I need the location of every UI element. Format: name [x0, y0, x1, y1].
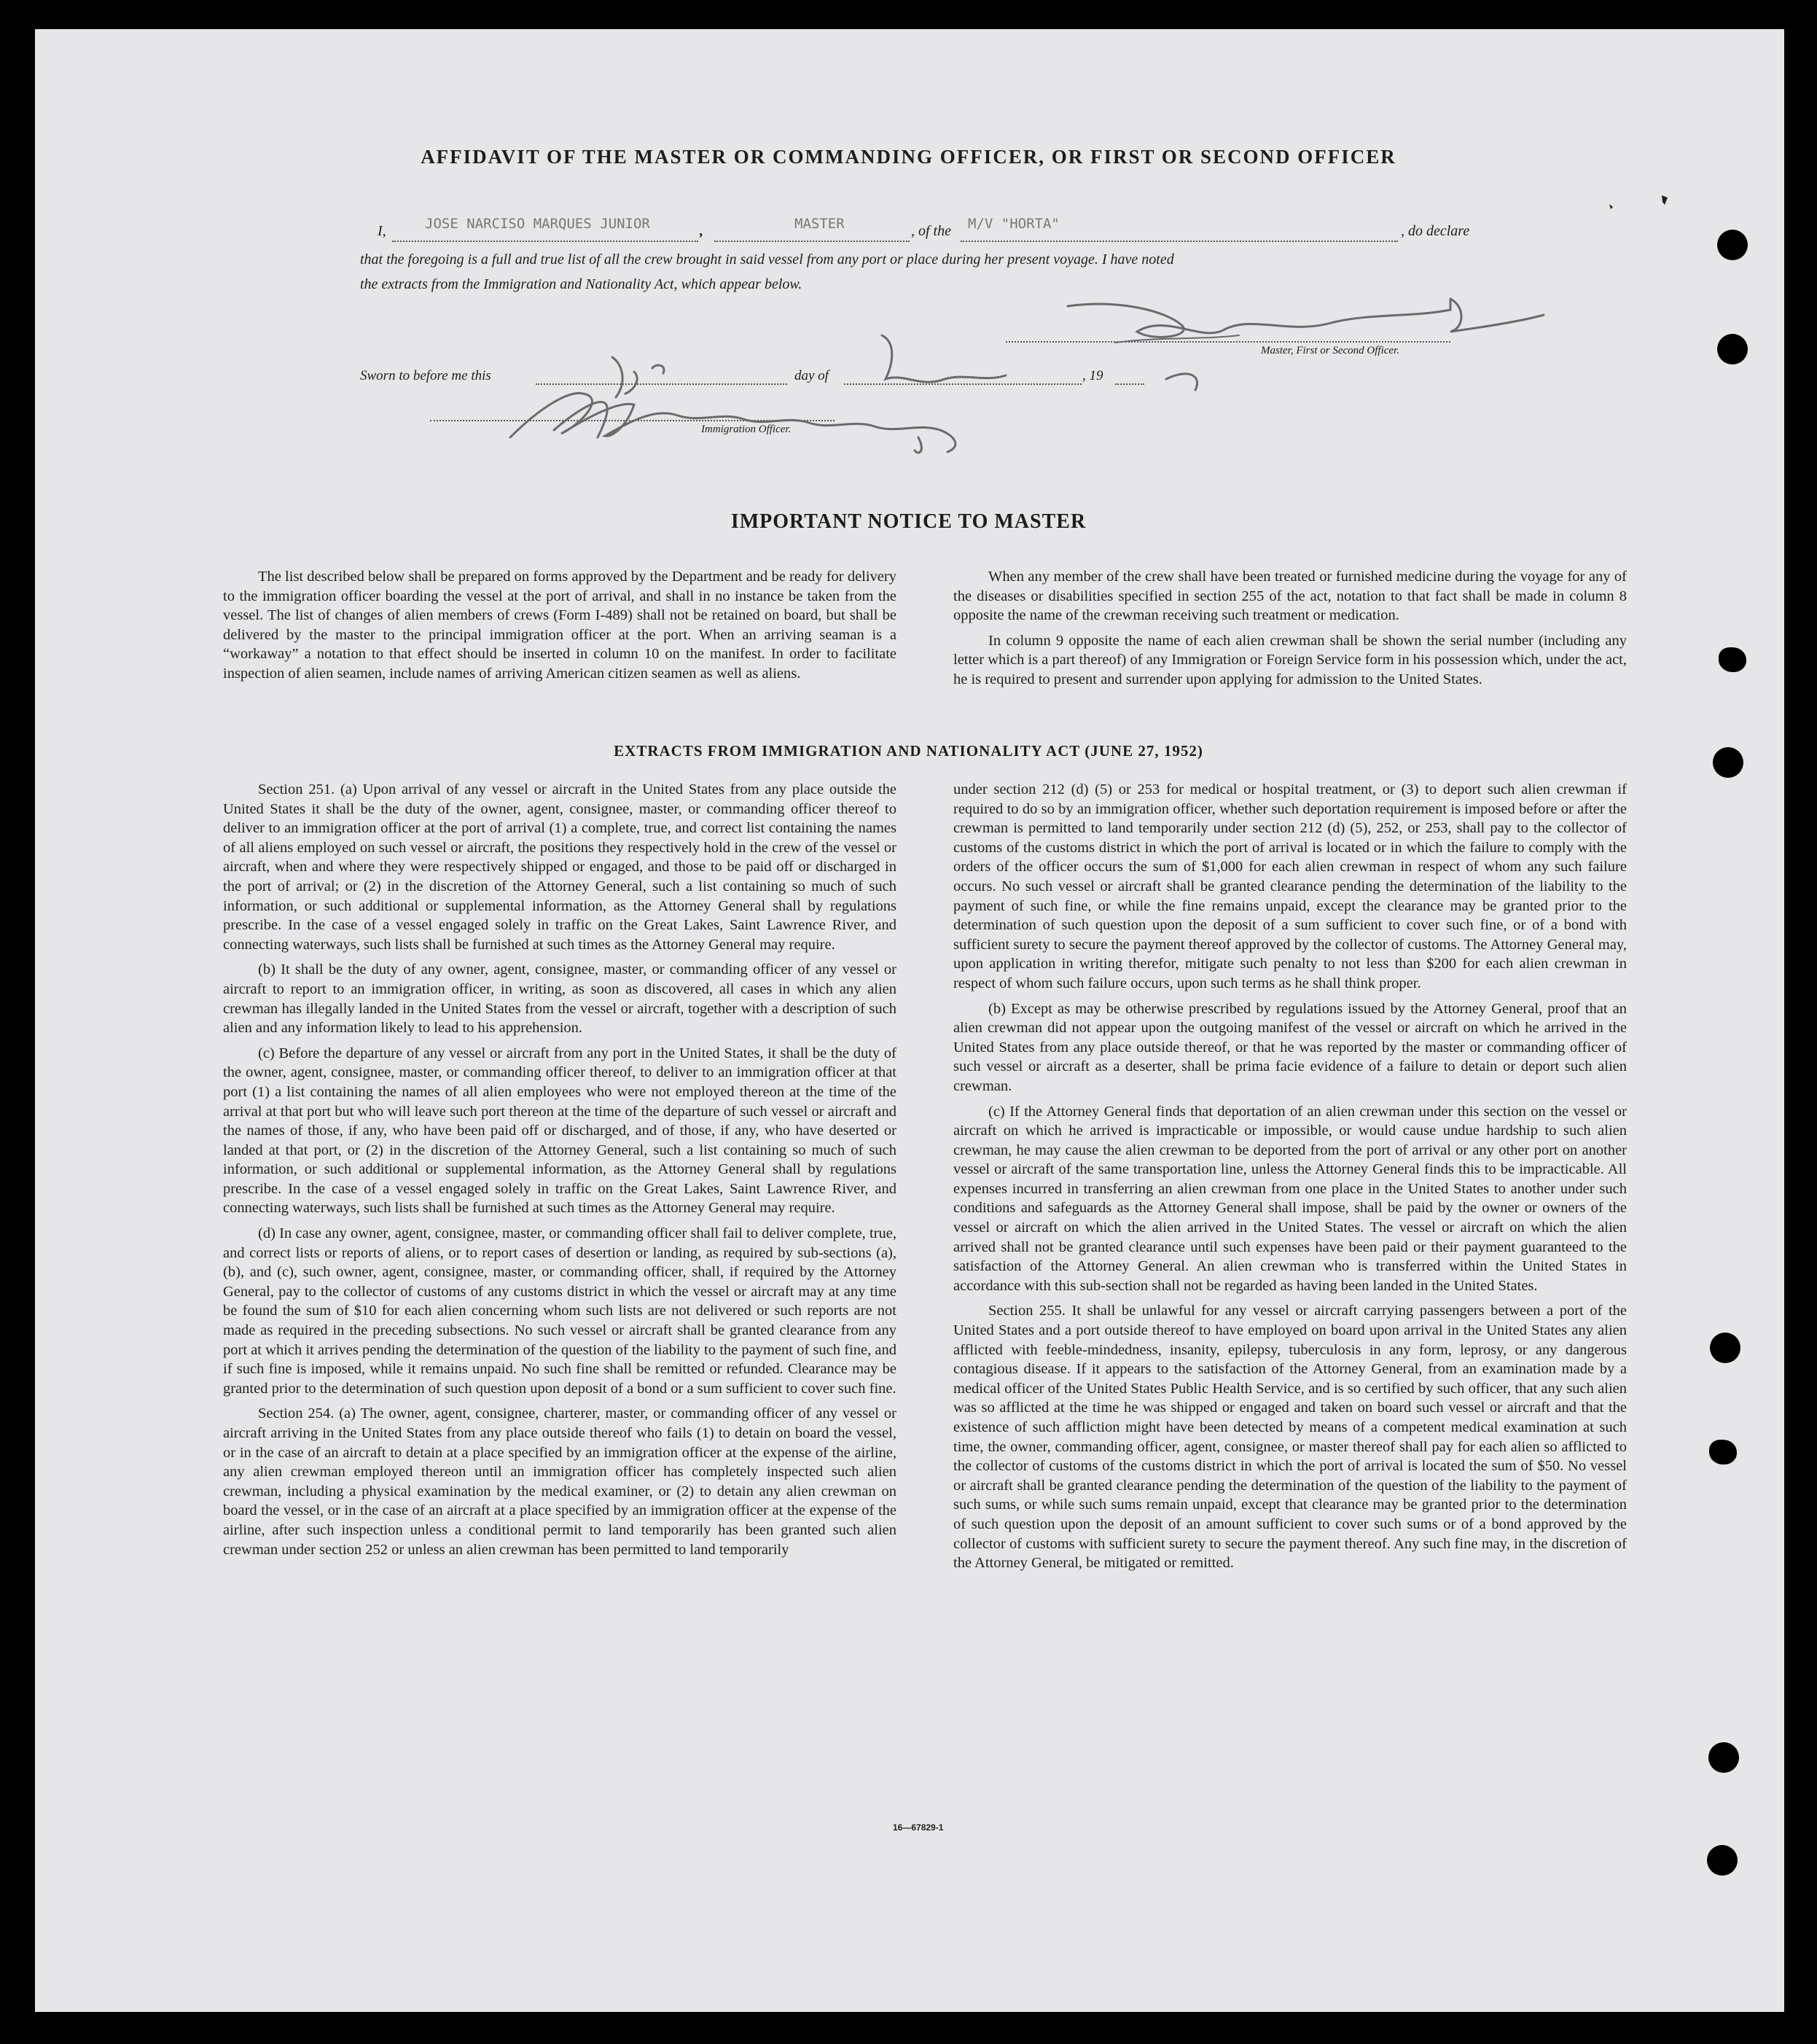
notice-paragraph: When any member of the crew shall have been treated or furnished medicine during the voyage for any of the diseases or disabilities specified in section 255 of the act, notation to that fact shall be made in column 8 opposite the name of the crewman receiving such treatment or medication. — [953, 569, 1627, 624]
notice-title: IMPORTANT NOTICE TO MASTER — [730, 510, 1087, 533]
form-number: 16—67829-1 — [893, 1822, 944, 1833]
section-paragraph: (b) It shall be the duty of any owner, agent, consignee, master, or commanding officer of any vessel or aircraft to report to an immigration officer, in writing, as soon as discovered, all cases in which any alien crewman has illegally landed in the United States from the vessel or aircraft, together with a description of such alien and any information likely to lead to his apprehension. — [223, 961, 896, 1037]
of-the-label: , of the — [911, 223, 951, 239]
section-paragraph: (c) If the Attorney General finds that deportation of an alien crewman under this section on the vessel or aircraft on which he arrived is impracticable or impossible, or would cause undue hardship to such alien crewman, he may cause the alien crewman to be deported from the port of arrival or any other port on another vessel or aircraft of the same transportation line, unless the Attorney General finds this to be impracticable. All expenses incurred in transferring an alien crewman from one place in the United States to another under such conditions and safeguards as the Attorney General shall impose, shall be paid by the owner or owners of the vessel or aircraft on which the alien arrived in the United States. The vessel or aircraft on which the alien arrived shall not be granted clearance until such expenses have been paid or their payment guaranteed to the satisfaction of the Attorney General. An alien crewman who is transferred within the United States in accordance with this sub-section shall not be regarded as having been landed in the United States. — [953, 1103, 1627, 1294]
notice-paragraph: In column 9 opposite the name of each alien crewman shall be shown the serial number (including any letter which is a part thereof) of any Immigration or Foreign Service form in his possession which, under the act, he is required to present and surrender upon applying for admission to the United States. — [953, 632, 1627, 687]
i-label: I, — [378, 223, 386, 239]
section-paragraph: (c) Before the departure of any vessel or aircraft from any port in the United States, it shall be the duty of the owner, agent, consignee, master, or commanding officer thereof, to deliver to an immigration officer at that port (1) a list containing the names of all alien employees who were not employed thereon at the time of the arrival at that port but who will leave such port thereon at the time of the departure of such vessel or aircraft and the names of those, if any, who have been paid off or discharged, and of those, if any, who have deserted or landed at that port, or (2) in the discretion of the Attorney General, such a list containing so much of such information, or such additional or supplemental information, as the Attorney General shall by regulations prescribe. In the case of a vessel engaged solely in traffic on the Great Lakes, Saint Lawrence River, and connecting waterways, such lists shall be furnished at such times as the Attorney General may require. — [223, 1045, 896, 1217]
extracts-right-column — [953, 780, 1627, 1579]
declarant-name: JOSE NARCISO MARQUES JUNIOR — [425, 216, 650, 232]
notice-left-column — [223, 567, 896, 690]
declarant-rank: MASTER — [794, 216, 845, 232]
year-label: , 19 — [1082, 368, 1103, 383]
section-paragraph: Section 255. It shall be unlawful for any vessel or aircraft carrying passengers between a port of the United States and a port outside thereof to have employed on board upon arrival in the United States any alien afflicted with feeble-mindedness, insanity, epilepsy, tuberculosis in any form, leprosy, or any dangerous contagious disease. If it appears to the satisfaction of the Attorney General, from an examination made by a medical officer of the United States Public Health Service, and is so certified by such officer, that any such alien was so afflicted at the time he was shipped or engaged and taken on board such vessel or aircraft and that the existence of such affliction might have been detected by means of a competent medical examination at such time, the owner, commanding officer, agent, consignee, or master thereof shall pay for each alien so afflicted to the collector of customs of the customs district in which the port of arrival is located the sum of $50. No vessel or aircraft shall be granted clearance pending the determination of the question of the liability to the payment of such sums, or while such sums remain unpaid, except that clearance may be granted prior to the determination of such question upon the deposit of an amount sufficient to cover such sums or of a bond approved by the collector of customs with sufficient surety to secure the payment thereof. Any such fine may, in the discretion of the Attorney General, be mitigated or remitted. — [953, 1303, 1627, 1572]
declaration-line-1: that the foregoing is a full and true list of all the crew brought in said vessel from any port or place during her present voyage. I have noted — [360, 251, 1174, 268]
section-paragraph: under section 212 (d) (5) or 253 for medical or hospital treatment, or (3) to deport such alien crewman if required to do so by an immigration officer, whether such deportation requirement is imposed before or after the crewman is permitted to land temporarily under section 212 (d) (5), 252, or 253, shall pay to the collector of customs of the customs district in which the port of arrival is located or in which the failure to comply with the orders of the officer occurs the sum of $1,000 for each alien crewman in respect of whom any such failure occurs. No such vessel or aircraft shall be granted clearance pending the determination of the liability to the payment of such fine, or while the fine remains unpaid, except the clearance may be granted prior to the determination of such question upon the deposit of a sum sufficient to cover such fine, or of a bond with sufficient surety to secure the payment thereof approved by the collector of customs. The Attorney General may, upon application in writing therefor, mitigate such penalty to not less than $200 for each alien crewman in respect of whom such failure occurs, upon such terms as he shall think proper. — [953, 781, 1627, 991]
do-declare-label: , do declare — [1401, 223, 1470, 239]
day-of-label: day of — [794, 368, 829, 383]
notice-paragraph: The list described below shall be prepared on forms approved by the Department and be ready for delivery to the immigration officer boarding the vessel at the port of arrival, and shall in no instance be taken from the vessel. The list of changes of alien members of crews (Form I-489) shall not be retained on board, but shall be delivered by the master to the principal immigration officer at the port. When an arriving seaman is a “workaway” a notation to that effect should be inserted in column 10 on the manifest. In order to facilitate inspection of alien seamen, include names of arriving American citizen seamen as well as aliens. — [223, 569, 896, 682]
affidavit-title: AFFIDAVIT OF THE MASTER OR COMMANDING OFFICER, OR FIRST OR SECOND OFFICER — [421, 146, 1396, 168]
comma: , — [700, 223, 703, 239]
extracts-title: EXTRACTS FROM IMMIGRATION AND NATIONALITY ACT (JUNE 27, 1952) — [614, 742, 1203, 760]
notice-right-column — [953, 567, 1627, 695]
section-paragraph: Section 254. (a) The owner, agent, consignee, charterer, master, or commanding officer of any vessel or aircraft arriving in the United States from any place outside thereof who fails (1) to detain on board the vessel, or in the case of an aircraft to detain at a place specified by an immigration officer at the expense of the airline, any alien crewman employed thereon until an immigration officer has completely inspected such alien crewman, including a physical examination by the medical examiner, or (2) to detain any alien crewman on board the vessel, or in the case of an aircraft at a place specified by an immigration officer at the expense of the airline, after such inspection unless a conditional permit to land temporarily has been granted such alien crewman under section 252 or unless an alien crewman has been permitted to land temporarily — [223, 1405, 896, 1558]
master-signature-label: Master, First or Second Officer. — [1261, 345, 1399, 356]
immigration-officer-label: Immigration Officer. — [701, 424, 792, 435]
section-paragraph: (d) In case any owner, agent, consignee, master, or commanding officer shall fail to deliver complete, true, and correct lists or reports of aliens, or to report cases of desertion or landing, as required by sub-sections (a), (b), and (c), such owner, agent, consignee, master, or commanding officer, shall, if required by the Attorney General, pay to the collector of customs of any customs district in which the vessel or aircraft may at any time be found the sum of $10 for each alien concerning whom such lists are not delivered or such reports are not made as required in the preceding subsections. No such vessel or aircraft shall be granted clearance from any port at which it arrives pending the determination of the question of the liability to the payment of such fine, and if such fine is imposed, while it remains unpaid. No such fine shall be remitted or refunded. Clearance may be granted prior to the determination of such question upon deposit of a bond or a sum sufficient to cover such fine. — [223, 1225, 896, 1397]
section-paragraph: (b) Except as may be otherwise prescribed by regulations issued by the Attorney General, proof that an alien crewman did not appear upon the outgoing manifest of the vessel or aircraft on which he arrived in the United States from any place outside thereof, or that he was reported by the master or commanding officer of such vessel or aircraft as a deserter, shall be prima facie evidence of a failure to detain or deport such alien crewman. — [953, 1000, 1627, 1094]
vessel-name: M/V "HORTA" — [968, 216, 1060, 232]
extracts-left-column — [223, 780, 896, 1565]
sworn-label: Sworn to before me this — [360, 368, 491, 383]
section-paragraph: Section 251. (a) Upon arrival of any vessel or aircraft in the United States from any place outside the United States it shall be the duty of the owner, agent, consignee, master, or commanding officer thereof to deliver to an immigration officer at the port of arrival (1) a complete, true, and correct list containing the names of all aliens employed on such vessel or aircraft, the positions they respectively hold in the crew of the vessel or aircraft, when and where they were respectively shipped or engaged, and those to be paid off or discharged in the port of arrival; or (2) in the discretion of the Attorney General, such a list containing so much of such information, or such additional or supplemental information, as the Attorney General shall by regulations prescribe. In the case of a vessel engaged solely in traffic on the Great Lakes, Saint Lawrence River, and connecting waterways, such lists shall be furnished at such times as the Attorney General may require. — [223, 781, 896, 953]
declaration-line-2: the extracts from the Immigration and Nationality Act, which appear below. — [360, 276, 802, 292]
